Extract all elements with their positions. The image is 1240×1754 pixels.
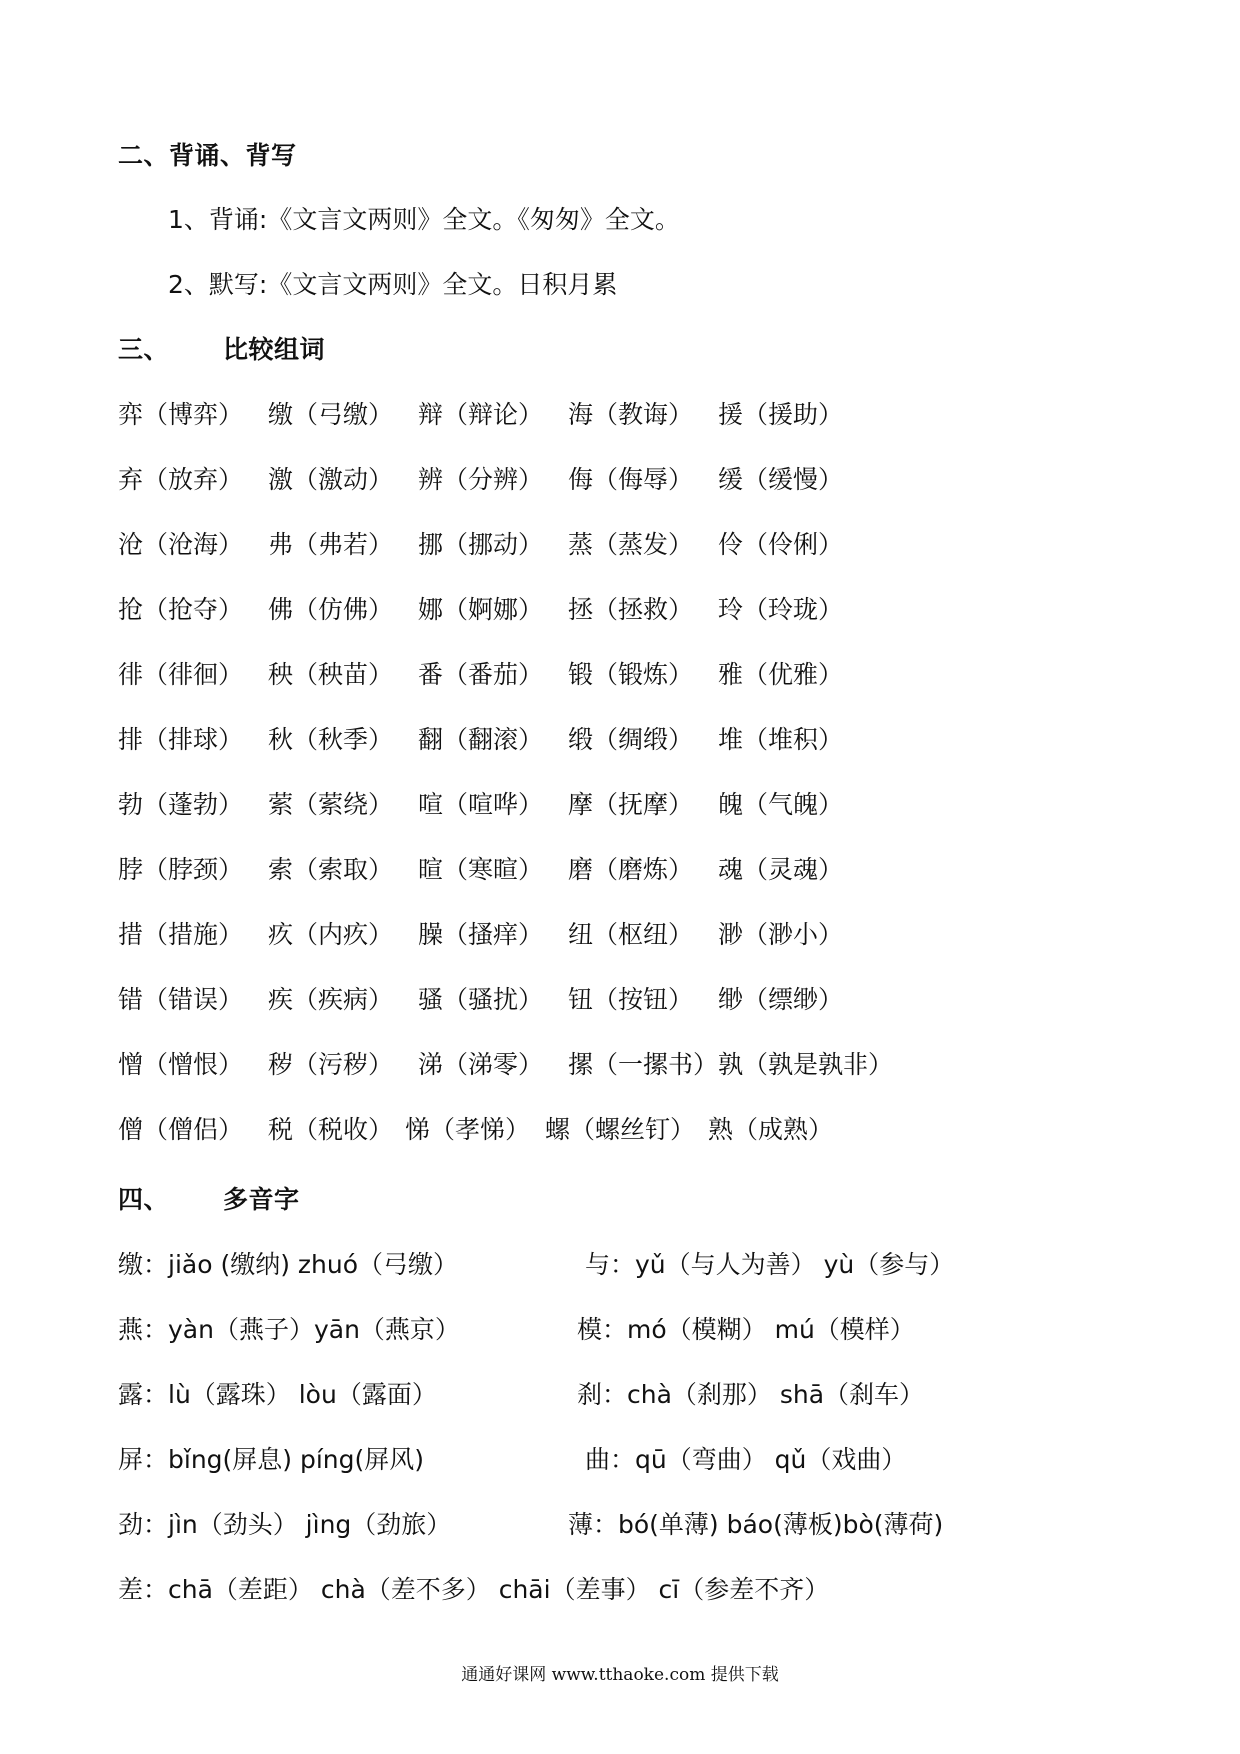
compare-word-cell: 雅（优雅） <box>718 660 844 689</box>
compare-word-cell: 番（番茄） <box>418 660 544 689</box>
compare-word-cell: 熟（成熟） <box>708 1115 834 1144</box>
compare-word-cell: 缴（弓缴） <box>268 400 394 429</box>
compare-word-cell: 徘（徘徊） <box>118 660 244 689</box>
section4-number: 四、 <box>118 1185 170 1214</box>
compare-word-cell: 秋（秋季） <box>268 725 394 754</box>
compare-word-cell: 挪（挪动） <box>418 530 544 559</box>
compare-word-cell: 秧（秧苗） <box>268 660 394 689</box>
compare-word-cell: 勃（蓬勃） <box>118 790 244 819</box>
compare-word-cell: 海（教诲） <box>568 400 694 429</box>
compare-word-cell: 辩（辩论） <box>418 400 544 429</box>
compare-word-cell: 暄（寒暄） <box>418 855 544 884</box>
section2-item-2: 2、默写:《文言文两则》全文。日积月累 <box>168 270 618 299</box>
polyphone-left-5: 劲：jìn（劲头） jìng（劲旅） <box>118 1510 452 1539</box>
polyphone-right-2: 模：mó（模糊） mú（模样） <box>577 1315 915 1344</box>
polyphone-left-4: 屏：bǐng(屏息) píng(屏风) <box>118 1445 425 1474</box>
compare-word-cell: 措（措施） <box>118 920 244 949</box>
section2-item-1: 1、背诵:《文言文两则》全文。《匆匆》全文。 <box>168 205 680 234</box>
compare-word-cell: 税（税收） <box>268 1115 394 1144</box>
compare-word-cell: 骚（骚扰） <box>418 985 544 1014</box>
compare-word-cell: 拯（拯救） <box>568 595 694 624</box>
compare-word-cell: 蒸（蒸发） <box>568 530 694 559</box>
compare-word-cell: 弈（博弈） <box>118 400 244 429</box>
polyphone-right-1: 与：yǔ（与人为善） yù（参与） <box>585 1250 955 1279</box>
compare-word-cell: 伶（伶俐） <box>718 530 844 559</box>
compare-word-cell: 娜（婀娜） <box>418 595 544 624</box>
compare-word-cell: 魄（气魄） <box>718 790 844 819</box>
compare-word-cell: 疚（内疚） <box>268 920 394 949</box>
compare-word-cell: 佛（仿佛） <box>268 595 394 624</box>
compare-word-cell: 翻（翻滚） <box>418 725 544 754</box>
compare-word-cell: 钮（按钮） <box>568 985 694 1014</box>
compare-word-cell: 脖（脖颈） <box>118 855 244 884</box>
compare-word-cell: 锻（锻炼） <box>568 660 694 689</box>
compare-word-cell: 僧（僧侣） <box>118 1115 244 1144</box>
compare-word-cell: 侮（侮辱） <box>568 465 694 494</box>
compare-word-cell: 抢（抢夺） <box>118 595 244 624</box>
compare-word-cell: 悌（孝悌） <box>405 1115 531 1144</box>
compare-word-cell: 缓（缓慢） <box>718 465 844 494</box>
polyphone-left-2: 燕：yàn（燕子）yān（燕京） <box>118 1315 460 1344</box>
polyphone-right-4: 曲：qū（弯曲） qǔ（戏曲） <box>585 1445 907 1474</box>
compare-word-cell: 排（排球） <box>118 725 244 754</box>
compare-word-cell: 憎（憎恨） <box>118 1050 244 1079</box>
compare-word-cell: 孰（孰是孰非） <box>718 1050 894 1079</box>
compare-word-cell: 秽（污秽） <box>268 1050 394 1079</box>
polyphone-last-line: 差：chā（差距） chà（差不多） chāi（差事） cī（参差不齐） <box>118 1575 830 1604</box>
compare-word-cell: 渺（渺小） <box>718 920 844 949</box>
compare-word-cell: 沧（沧海） <box>118 530 244 559</box>
compare-word-cell: 萦（萦绕） <box>268 790 394 819</box>
compare-word-cell: 弗（弗若） <box>268 530 394 559</box>
section4-title: 多音字 <box>223 1185 300 1214</box>
compare-word-cell: 摞（一摞书） <box>568 1050 719 1079</box>
compare-word-cell: 弃（放弃） <box>118 465 244 494</box>
compare-word-cell: 疾（疾病） <box>268 985 394 1014</box>
compare-word-cell: 磨（磨炼） <box>568 855 694 884</box>
section3-title: 比较组词 <box>223 335 326 364</box>
compare-word-cell: 涕（涕零） <box>418 1050 544 1079</box>
polyphone-right-5: 薄：bó(单薄) báo(薄板)bò(薄荷) <box>568 1510 944 1539</box>
section2-heading: 二、背诵、背写 <box>118 141 297 170</box>
compare-word-cell: 缈（缥缈） <box>718 985 844 1014</box>
section4-heading <box>118 1180 300 1216</box>
compare-word-cell: 缎（绸缎） <box>568 725 694 754</box>
polyphone-left-3: 露：lù（露珠） lòu（露面） <box>118 1380 437 1409</box>
compare-word-cell: 激（激动） <box>268 465 394 494</box>
compare-word-cell: 援（援助） <box>718 400 844 429</box>
section3-heading <box>118 330 325 366</box>
compare-word-cell: 辨（分辨） <box>418 465 544 494</box>
compare-word-cell: 魂（灵魂） <box>718 855 844 884</box>
compare-word-cell: 摩（抚摩） <box>568 790 694 819</box>
compare-word-cell: 喧（喧哗） <box>418 790 544 819</box>
compare-word-cell: 错（错误） <box>118 985 244 1014</box>
compare-word-cell: 索（索取） <box>268 855 394 884</box>
compare-word-cell: 臊（搔痒） <box>418 920 544 949</box>
compare-word-cell: 堆（堆积） <box>718 725 844 754</box>
footer-credit: 通通好课网 www.tthaoke.com 提供下载 <box>461 1665 779 1685</box>
polyphone-right-3: 刹：chà（刹那） shā（刹车） <box>577 1380 925 1409</box>
section3-number: 三、 <box>118 335 170 364</box>
compare-word-cell: 螺（螺丝钉） <box>545 1115 696 1144</box>
compare-word-cell: 纽（枢纽） <box>568 920 694 949</box>
compare-word-cell: 玲（玲珑） <box>718 595 844 624</box>
polyphone-left-1: 缴：jiǎo (缴纳) zhuó（弓缴） <box>118 1250 459 1279</box>
